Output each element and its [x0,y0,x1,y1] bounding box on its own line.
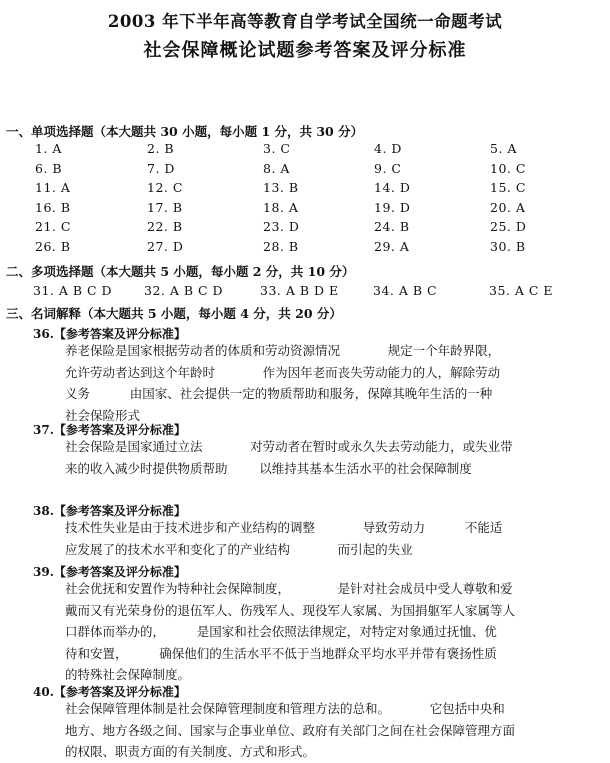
answer-line: 社会保障管理体制是社会保障管理制度和管理方法的总和。 它包括中央和 [65,701,505,716]
single-choice-answer: 27. D [147,238,184,254]
single-choice-answer: 6. B [35,160,63,176]
answer-line: 允许劳动者达到这个年龄时 作为因年老而丧失劳动能力的人，解除劳动 [65,364,501,380]
single-choice-answer: 30. B [490,238,526,254]
question-38-header: 38.【参考答案及评分标准】 [33,504,186,518]
single-choice-answer: 24. B [374,219,410,234]
question-36-header: 36.【参考答案及评分标准】 [33,327,186,341]
single-choice-answer: 14. D [374,180,411,195]
question-37-answer [65,436,513,479]
single-choice-answer: 13. B [263,180,299,195]
answer-line: 应发展了的技术水平和变化了的产业结构 而引起的失业 [65,541,413,557]
single-choice-answer: 16. B [35,199,71,215]
answer-line: 养老保险是国家根据劳动者的体质和劳动资源情况 规定一个年龄界限， [65,343,501,358]
answer-line: 待和安置， 确保他们的生活水平不低于当地群众平均水平并带有褒扬性质 [65,645,497,661]
single-choice-answer: 9. C [374,160,402,176]
answer-35: 35. A C E [489,283,554,298]
single-choice-answer: 1. A [35,141,62,156]
answer-33: 33. A B D E [260,283,339,298]
question-39-header: 39.【参考答案及评分标准】 [33,565,186,579]
single-choice-answer: 8. A [263,160,290,176]
single-choice-answer: 15. C [490,180,526,195]
single-choice-answer: 21. C [35,219,71,234]
question-40-header: 40.【参考答案及评分标准】 [33,685,186,699]
section-heading-multiple-choice: 二、多项选择题（本大题共 5 小题，每小题 2 分，共 10 分） [6,264,355,279]
single-choice-answer: 26. B [35,238,71,254]
exam-title: 2003 年下半年高等教育自学考试全国统一命题考试 [107,12,503,31]
answer-line: 地方、地方各级之间、国家与企事业单位、政府有关部门之间在社会保障管理方面 [65,722,516,738]
answer-34: 34. A B C [373,283,438,298]
single-choice-answer: 18. A [263,199,299,215]
single-choice-answer: 25. D [490,219,527,234]
section-heading-single-choice: 一、单项选择题（本大题共 30 小题，每小题 1 分，共 30 分） [6,124,364,139]
single-choice-answer: 19. D [374,199,411,215]
question-36-answer [65,340,500,426]
answer-line: 的权限、职责方面的有关制度、方式和形式。 [65,744,316,759]
single-choice-answer: 11. A [35,180,71,195]
single-choice-answer: 22. B [147,219,183,234]
answer-line: 社会保险形式 [65,407,141,423]
section-heading-term-explanation: 三、名词解释（本大题共 5 小题，每小题 4 分，共 20 分） [6,306,342,321]
single-choice-answer: 20. A [490,199,526,215]
single-choice-answer: 2. B [147,141,175,156]
answer-line: 口群体而举办的， 是国家和社会依照法律规定，对特定对象通过抚恤、优 [65,624,497,639]
answer-line: 义务 由国家、社会提供一定的物质帮助和服务，保障其晚年生活的一种 [65,386,493,401]
single-choice-answer: 12. C [147,180,183,195]
answer-line: 社会优抚和安置作为特种社会保障制度， 是针对社会成员中受人尊敬和爱 [65,581,513,596]
answer-line: 来的收入减少时提供物质帮助 以维持其基本生活水平的社会保障制度 [65,460,472,476]
single-choice-answer: 5. A [490,141,517,156]
document-title: 社会保障概论试题参考答案及评分标准 [143,40,467,61]
question-37-header: 37.【参考答案及评分标准】 [33,423,186,437]
question-39-answer [65,578,515,686]
answer-line: 技术性失业是由于技术进步和产业结构的调整 导致劳动力 不能适 [65,520,503,535]
single-choice-answer: 28. B [263,238,299,254]
single-choice-answer: 17. B [147,199,183,215]
question-40-answer [65,698,515,763]
single-choice-answer: 23. D [263,219,300,234]
answer-line: 社会保险是国家通过立法 对劳动者在暂时或永久失去劳动能力，或失业带 [65,439,513,454]
single-choice-answer: 10. C [490,160,526,176]
answer-31: 31. A B C D [33,283,113,298]
single-choice-answer: 4. D [374,141,402,156]
answer-line: 戴而又有光荣身份的退伍军人、伤残军人、现役军人家属、为国捐躯军人家属等人 [65,602,516,618]
single-choice-answer: 3. C [263,141,291,156]
single-choice-answer: 7. D [147,160,175,176]
answer-line: 的特殊社会保障制度。 [65,667,191,682]
question-38-answer [65,517,502,560]
single-choice-answer: 29. A [374,238,410,254]
answer-32: 32. A B C D [144,283,224,298]
